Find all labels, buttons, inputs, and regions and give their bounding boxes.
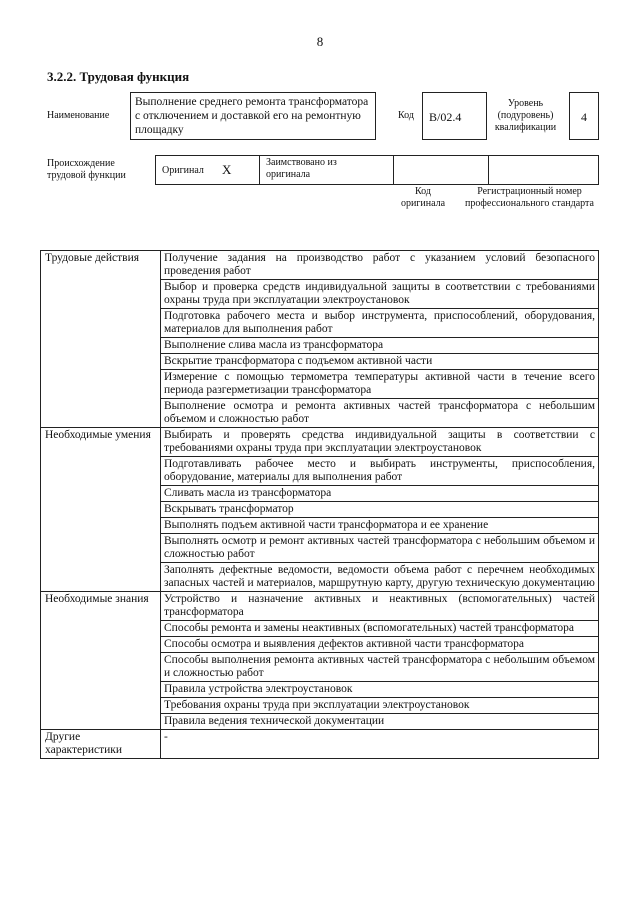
original-label: Оригинал — [162, 165, 204, 176]
origin-label: Происхождение трудовой функции — [47, 158, 126, 181]
item-cell: Выполнять подъем активной части трансформатора и ее хранение — [161, 518, 599, 534]
name-label: Наименование — [47, 110, 110, 121]
code-box — [422, 92, 487, 140]
item-cell: Требования охраны труда при эксплуатации электроустановок — [161, 698, 599, 714]
item-cell: Сливать масла из трансформатора — [161, 486, 599, 502]
function-name: Выполнение среднего ремонта трансформатора с отключением и доставкой его на ремонтную площадку — [135, 96, 369, 136]
function-name-box — [130, 92, 376, 140]
table-row — [41, 428, 599, 457]
item-cell: Вскрытие трансформатора с подъемом активной части — [161, 354, 599, 370]
divider — [393, 155, 394, 185]
table-row — [41, 251, 599, 280]
item-cell: Правила ведения технической документации — [161, 714, 599, 730]
item-cell: Способы ремонта и замены неактивных (вспомогательных) частей трансформатора — [161, 621, 599, 637]
level-box — [569, 92, 599, 140]
original-mark: X — [222, 162, 232, 177]
table-row — [41, 592, 599, 621]
category-cell: Необходимые знания — [41, 592, 161, 730]
item-cell: Способы осмотра и выявления дефектов активной части трансформатора — [161, 637, 599, 653]
item-cell: Выполнение осмотра и ремонта активных частей трансформатора с небольшим объемом и сложностью работ — [161, 399, 599, 428]
item-cell: Подготовка рабочего места и выбор инструмента, приспособлений, оборудования, материалов для выполнения работ — [161, 309, 599, 338]
section-title: 3.2.2. Трудовая функция — [47, 69, 190, 84]
category-cell: Трудовые действия — [41, 251, 161, 428]
level-label: Уровень (подуровень) квалификации — [494, 98, 557, 133]
item-cell: Заполнять дефектные ведомости, ведомости объема работ с перечнем необходимых запасных частей и материалов, маршрутную карту, другую техническую документацию — [161, 563, 599, 592]
item-cell: Получение задания на производство работ с указанием условий безопасного проведения работ — [161, 251, 599, 280]
item-cell: Устройство и назначение активных и неактивных (вспомогательных) частей трансформатора — [161, 592, 599, 621]
item-cell: Выбор и проверка средств индивидуальной защиты в соответствии с требованиями охраны труда при эксплуатации электроустановок — [161, 280, 599, 309]
item-cell: Вскрывать трансформатор — [161, 502, 599, 518]
page-number: 8 — [316, 34, 324, 49]
divider — [488, 155, 489, 185]
category-cell: Необходимые умения — [41, 428, 161, 592]
item-cell: Правила устройства электроустановок — [161, 682, 599, 698]
code-original-caption: Код оригинала — [400, 186, 446, 209]
level-value: 4 — [581, 110, 587, 124]
item-cell: Выбирать и проверять средства индивидуальной защиты в соответствии с требованиями охраны труда при эксплуатации электроустановок — [161, 428, 599, 457]
item-cell: Выполнять осмотр и ремонт активных частей трансформатора с небольшим объемом и сложностью работ — [161, 534, 599, 563]
item-cell: Измерение с помощью термометра температуры активной части в течение всего периода разгерметизации трансформатора — [161, 370, 599, 399]
code-value: B/02.4 — [429, 110, 462, 124]
reg-number-caption: Регистрационный номер профессионального стандарта — [465, 186, 594, 209]
item-cell: Способы выполнения ремонта активных частей трансформатора с небольшим объемом и сложностью работ — [161, 653, 599, 682]
function-details-table — [40, 250, 599, 759]
category-cell: Другие характеристики — [41, 730, 161, 759]
table-row — [41, 730, 599, 759]
code-label: Код — [398, 110, 414, 121]
borrowed-label: Заимствовано из оригинала — [266, 157, 337, 180]
item-cell: - — [161, 730, 599, 759]
item-cell: Подготавливать рабочее место и выбирать инструменты, приспособления, оборудование, материалы для выполнения работ — [161, 457, 599, 486]
item-cell: Выполнение слива масла из трансформатора — [161, 338, 599, 354]
